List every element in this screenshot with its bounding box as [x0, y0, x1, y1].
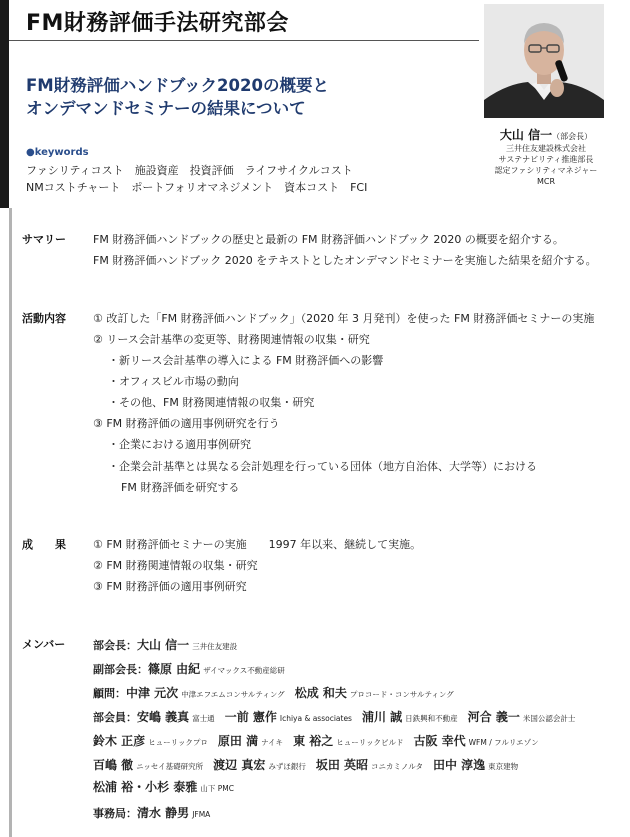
member-row-vice-chair: [93, 660, 295, 677]
member-name: 渡辺 真宏: [213, 758, 266, 772]
author-name: 大山 信一: [499, 128, 553, 142]
member-name: 中津 元次: [126, 686, 179, 700]
keyword: ライフサイクルコスト: [244, 164, 353, 177]
author-role: （部会長）: [552, 132, 593, 141]
activity-item-2: ② リース会計基準の変更等、財務関連情報の収集・研究: [93, 333, 370, 346]
result-item-2: ② FM 財務関連情報の収集・研究: [93, 559, 258, 572]
author-department: サステナビリティ推進部長: [498, 155, 594, 164]
activity-subitem: ・企業における適用事例研究: [108, 438, 251, 451]
author-name-row: [482, 126, 610, 143]
member-row-secretariat: [93, 804, 220, 821]
member-row-members-3: [93, 756, 528, 773]
member-org: 富士通: [192, 714, 215, 723]
activity-subitem-continued: FM 財務評価を研究する: [121, 481, 240, 494]
member-org: JFMA: [192, 810, 211, 819]
member-org: ニッセイ基礎研究所: [136, 762, 204, 771]
activity-subitem: ・オフィスビル市場の動向: [108, 375, 239, 388]
member-name: 安嶋 義真: [137, 710, 190, 724]
article-subtitle: [26, 74, 466, 120]
member-org: みずほ銀行: [268, 762, 306, 771]
member-name: 古阪 幸代: [413, 734, 466, 748]
member-org: 山下 PMC: [200, 784, 234, 793]
summary-line-2: FM 財務評価ハンドブック 2020 をテキストとしたオンデマンドセミナーを実施した結果を紹介する。: [93, 254, 597, 267]
keyword: NMコストチャート: [26, 181, 121, 194]
member-name: 坂田 英昭: [315, 758, 369, 772]
keyword: ポートフォリオマネジメント: [131, 181, 274, 194]
member-name: 松浦 裕・小杉 泰雅: [93, 780, 198, 794]
activity-subitem: ・新リース会計基準の導入による FM 財務評価への影響: [108, 354, 384, 367]
member-name: 清水 静男: [137, 806, 190, 820]
member-org: ヒューリックビルド: [336, 738, 404, 747]
keywords-line-2: [26, 179, 378, 195]
member-name: 鈴木 正彦: [93, 734, 146, 748]
result-item-1: ① FM 財務評価セミナーの実施 1997 年以来、継続して実施。: [93, 538, 422, 551]
keyword: 投資評価: [189, 164, 234, 177]
member-org: Ichiya & associates: [279, 714, 352, 723]
page-title: FM財務評価手法研究部会: [26, 11, 289, 36]
member-role: 部会員：: [93, 711, 137, 724]
member-name: 田中 淳逸: [432, 758, 486, 772]
member-org: ナイキ: [261, 738, 284, 747]
member-row-chair: [93, 636, 247, 653]
author-photo: [484, 4, 604, 118]
member-org: 三井住友建設: [192, 642, 238, 651]
keyword: FCI: [350, 181, 368, 194]
author-certification: 認定ファシリティマネジャー: [494, 166, 598, 175]
author-portrait-image: [484, 4, 604, 118]
keyword: ファシリティコスト: [26, 164, 124, 177]
activities-label: 活動内容: [22, 312, 66, 325]
keyword: 資本コスト: [284, 181, 340, 194]
member-org: 日鉄興和不動産: [405, 714, 458, 723]
member-role: 事務局：: [93, 807, 137, 820]
member-name: 河合 義一: [467, 710, 520, 724]
member-name: 原田 満: [217, 734, 259, 748]
summary-line-1: FM 財務評価ハンドブックの歴史と最新の FM 財務評価ハンドブック 2020 の概要を紹介する。: [93, 233, 564, 246]
member-row-members-2: [93, 732, 549, 749]
left-gray-line: [9, 208, 12, 837]
activity-item-1: ① 改訂した「FM 財務評価ハンドブック」（2020 年 3 月発刊）を使った FM 財務評価セミナーの実施: [93, 312, 595, 325]
member-name: 浦川 誠: [361, 710, 403, 724]
member-org: コニカミノルタ: [371, 762, 423, 771]
member-org: 中津エフエムコンサルティング: [181, 690, 285, 699]
member-row-advisors: [93, 684, 464, 701]
member-name: 篠原 由紀: [148, 662, 201, 676]
activity-subitem: ・企業会計基準とは異なる会計処理を行っている団体（地方自治体、大学等）における: [108, 460, 537, 473]
member-name: 大山 信一: [137, 638, 190, 652]
member-name: 東 裕之: [293, 734, 334, 748]
author-company: 三井住友建設株式会社: [506, 144, 586, 153]
member-org: WFM / フルリエゾン: [468, 738, 539, 747]
member-org: ザイマックス不動産総研: [203, 666, 285, 675]
keyword: 施設資産: [134, 164, 179, 177]
member-name: 百嶋 徹: [93, 758, 134, 772]
member-row-members-4: [93, 778, 244, 795]
member-org: ヒューリックプロ: [148, 738, 208, 747]
left-accent-bar: [0, 0, 9, 208]
result-item-3: ③ FM 財務評価の適用事例研究: [93, 580, 247, 593]
summary-label: サマリー: [22, 233, 66, 246]
member-org: 東京建物: [488, 762, 519, 771]
keywords-line-1: [26, 162, 364, 178]
author-credential: MCR: [536, 177, 556, 186]
author-info: [482, 126, 610, 187]
member-role: 部会長：: [93, 639, 137, 652]
subtitle-line-2: オンデマンドセミナーの結果について: [26, 99, 306, 118]
member-org: プロコード・コンサルティング: [349, 690, 454, 699]
keywords-heading: ●keywords: [26, 147, 89, 158]
title-divider: [9, 40, 479, 41]
subtitle-line-1: FM財務評価ハンドブック2020の概要と: [26, 76, 329, 95]
results-label: 成 果: [22, 538, 66, 551]
member-row-members-1: [93, 708, 585, 725]
activity-subitem: ・その他、FM 財務関連情報の収集・研究: [108, 396, 315, 409]
member-org: 米国公認会計士: [522, 714, 576, 723]
member-role: 副部会長：: [93, 663, 148, 676]
member-name: 松成 和夫: [294, 686, 347, 700]
member-role: 顧問：: [93, 687, 126, 700]
member-name: 一前 憲作: [224, 710, 277, 724]
members-label: メンバー: [22, 638, 66, 651]
activity-item-3: ③ FM 財務評価の適用事例研究を行う: [93, 417, 280, 430]
